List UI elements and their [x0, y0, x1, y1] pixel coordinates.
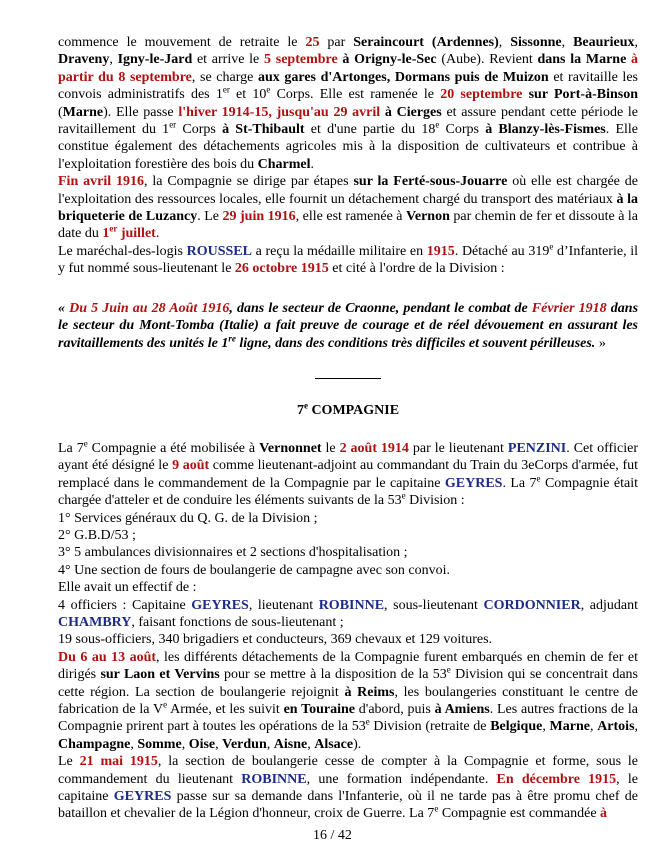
- text-run: Somme: [137, 736, 182, 752]
- text-run: et cité à l'ordre de la Division :: [328, 261, 505, 277]
- text-run: ,: [130, 736, 138, 752]
- page-number: 16 / 42: [313, 828, 352, 843]
- text-run: La 7: [58, 440, 84, 456]
- text-run: pour se mettre à la disposition de la 53: [219, 667, 447, 683]
- text-run: ,: [307, 736, 315, 752]
- text-run: Artois: [597, 719, 635, 735]
- text-run: ROBINNE: [241, 771, 307, 787]
- text-run: par: [319, 35, 354, 50]
- text-run: ).: [353, 736, 362, 752]
- text-run: 2° G.B.D/53 ;: [58, 527, 136, 543]
- superscript: er: [222, 84, 230, 95]
- document-page: [58, 34, 638, 823]
- superscript: er: [109, 223, 118, 234]
- text-run: , le capitaine: [58, 771, 638, 805]
- text-run: et d'une partie du 18: [304, 122, 436, 138]
- text-run: à la briqueterie de Luzancy: [58, 191, 638, 225]
- text-run: Compagnie a été mobilisée à: [87, 440, 260, 456]
- text-run: Du 6 au 13 août: [58, 649, 157, 665]
- section-paragraph: [58, 631, 638, 648]
- section-paragraph: [58, 579, 638, 596]
- text-run: par le lieutenant: [408, 440, 508, 456]
- text-run: 9 août: [172, 458, 210, 474]
- text-run: et assure pendant cette période le ravitaillement du 1: [58, 104, 638, 138]
- text-run: Aisne: [273, 736, 308, 752]
- text-run: . Détaché au 319: [454, 243, 550, 259]
- text-run: Compagnie était chargée d'atteler et de conduire les éléments suivants de la 53: [58, 475, 638, 509]
- text-run: 1: [102, 226, 110, 242]
- section-paragraph: [58, 510, 638, 527]
- text-run: aux gares d'Artonges, Dormans puis de Muizon: [257, 69, 549, 85]
- text-run: , se charge: [191, 69, 258, 85]
- text-run: 26 octobre 1915: [234, 261, 329, 277]
- text-run: à partir du 8 septembre: [58, 52, 639, 85]
- text-run: , adjudant: [580, 597, 638, 613]
- text-run: dans le secteur du Mont-Tomba (Italie) a fait preuve de courage et de réel dévouement en assurant les ravitaillements des unités le 1: [58, 300, 639, 351]
- text-run: , lieutenant: [248, 597, 319, 613]
- superscript: e: [401, 490, 406, 501]
- text-run: , une formation indépendante.: [306, 771, 497, 787]
- text-run: . Cet officier ayant été désigné le: [58, 440, 639, 474]
- text-run: Division (retraite de: [369, 719, 491, 735]
- text-run: et arrive le: [192, 52, 265, 68]
- text-run: 2 août 1914: [339, 440, 409, 456]
- text-run: ,: [266, 736, 274, 752]
- text-run: Belgique: [490, 719, 543, 735]
- text-run: ligne, dans des conditions très difficiles et souvent périlleuses.: [235, 335, 596, 351]
- text-run: Igny-le-Jard: [117, 52, 193, 68]
- text-run: Le maréchal-des-logis: [58, 243, 187, 259]
- text-run: Corps. Elle est ramenée le: [270, 87, 441, 103]
- section-paragraph: [58, 649, 638, 753]
- text-run: l'hiver 1914-15, jusqu'au 29 avril: [178, 104, 381, 120]
- superscript: e: [266, 84, 271, 95]
- text-run: ,: [589, 719, 598, 735]
- text-run: et 10: [229, 87, 267, 103]
- text-run: passe sur sa demande dans l'Infanterie, où il ne tarde pas à être promu chef de bataillon et chevalier de la Légion d'honneur, croix de Guerre. La 7: [58, 789, 638, 822]
- text-run: Sissonne: [510, 35, 562, 50]
- text-run: CORDONNIER: [483, 597, 581, 613]
- text-run: Alsace: [314, 736, 354, 752]
- text-run: sur la Ferté-sous-Jouarre: [353, 174, 508, 190]
- text-run: dans la Marne: [537, 52, 627, 68]
- text-run: GEYRES: [444, 475, 503, 491]
- superscript: e: [435, 119, 440, 130]
- text-run: . La 7: [502, 475, 537, 491]
- text-run: Oise: [188, 736, 216, 752]
- text-run: Février 1918: [531, 300, 607, 316]
- superscript: re: [228, 332, 236, 343]
- superscript: e: [83, 438, 88, 449]
- text-run: . Elle constitue également des détachements agricoles mis à la disposition de cultivateurs et contribue à l'exploitation forestière des bois du: [58, 122, 639, 172]
- text-run: Verdun: [222, 736, 267, 752]
- text-run: 1915: [426, 243, 455, 259]
- text-run: à St-Thibault: [222, 122, 305, 138]
- text-run: 25: [305, 35, 320, 50]
- text-run: Armée, et les suivit: [167, 702, 284, 717]
- section-paragraph: [58, 544, 638, 561]
- section-paragraph: [58, 440, 638, 510]
- section-7e-compagnie: [58, 440, 638, 823]
- text-run: ROUSSEL: [186, 243, 252, 259]
- text-run: Du 5 Juin au 28 Août 1916: [69, 300, 230, 316]
- text-run: 4° Une section de fours de boulangerie de campagne avec son convoi.: [58, 562, 451, 578]
- text-run: juillet: [117, 226, 156, 242]
- text-run: ROBINNE: [318, 597, 385, 613]
- text-run: Marne: [549, 719, 590, 735]
- text-run: CHAMBRY: [58, 614, 132, 630]
- text-run: à Reims: [344, 684, 395, 700]
- superscript: e: [549, 241, 554, 252]
- text-run: d’Infanterie, il y fut nommé sous-lieutenant le: [58, 243, 639, 277]
- text-run: , faisant fonctions de sous-lieutenant ;: [131, 614, 344, 630]
- text-run: en Touraine: [283, 702, 356, 717]
- superscript: e: [365, 716, 370, 727]
- text-run: , les différents détachements de la Compagnie furent embarqués en chemin de fer et dirigés: [58, 649, 638, 683]
- text-run: Beaurieux: [573, 35, 635, 50]
- section-paragraph: [58, 597, 638, 632]
- paragraph-ferte-sous-jouarre: [58, 173, 638, 243]
- text-run: sur Laon et Vervins: [100, 667, 220, 683]
- text-run: 3° 5 ambulances divisionnaires et 2 sections d'hospitalisation ;: [58, 545, 408, 561]
- text-run: Charmel: [257, 156, 311, 172]
- text-run: Division qui se concentrait dans cette région. La section de boulangerie rejoignit: [58, 667, 638, 700]
- text-run: 29 juin 1916: [222, 209, 296, 225]
- text-run: à Blanzy-lès-Fismes: [485, 122, 606, 138]
- superscript: e: [303, 400, 308, 411]
- text-run: Seraincourt (Ardennes): [353, 35, 499, 50]
- text-run: 20 septembre: [440, 87, 523, 103]
- text-run: Corps: [439, 122, 486, 138]
- text-run: Compagnie est commandée: [438, 806, 601, 822]
- text-run: Fin avril 1916: [58, 174, 144, 190]
- section-heading-7e-compagnie: [58, 402, 638, 419]
- section-paragraph: [58, 527, 638, 544]
- text-run: , sous-lieutenant: [384, 597, 484, 613]
- text-run: ,: [634, 719, 639, 735]
- text-run: Le: [58, 754, 80, 770]
- section-divider: [315, 378, 381, 379]
- superscript: er: [169, 119, 177, 130]
- text-run: .: [310, 156, 315, 172]
- text-run: , elle est ramenée à: [295, 209, 407, 225]
- text-run: COMPAGNIE: [307, 402, 400, 418]
- citation-quote: [58, 300, 638, 352]
- text-run: ,: [498, 35, 511, 50]
- paragraph-retreat: [58, 34, 638, 173]
- text-run: , la Compagnie se dirige par étapes: [143, 174, 354, 190]
- section-paragraph: [58, 562, 638, 579]
- text-run: . Le: [197, 209, 223, 225]
- text-run: d'abord, puis: [355, 702, 435, 717]
- text-run: GEYRES: [191, 597, 249, 613]
- superscript: e: [434, 803, 439, 814]
- text-run: 5 septembre: [264, 52, 338, 68]
- section-paragraph: [58, 753, 638, 823]
- text-run: 19 sous-officiers, 340 brigadiers et conducteurs, 369 chevaux et 129 voitures.: [58, 632, 493, 648]
- superscript: e: [163, 699, 168, 710]
- text-run: Division :: [405, 493, 465, 509]
- text-run: «: [58, 300, 70, 316]
- text-run: comme lieutenant-adjoint au commandant du Train du 3eCorps d'armée, fut remplacé dans le commandement de la Compagnie par le capitaine: [58, 458, 638, 491]
- text-run: Draveny: [58, 52, 110, 68]
- text-run: 21 mai 1915: [79, 754, 158, 770]
- text-run: Champagne: [58, 736, 131, 752]
- text-run: (Aube). Revient: [436, 52, 538, 68]
- text-run: , dans le secteur de Craonne, pendant le combat de: [229, 300, 532, 316]
- text-run: ,: [561, 35, 574, 50]
- text-run: à Amiens: [434, 702, 490, 717]
- text-run: En décembre 1915: [496, 771, 617, 787]
- text-run: par chemin de fer et dissoute à la date du: [58, 209, 639, 242]
- text-run: Corps: [176, 122, 223, 138]
- text-run: 4 officiers : Capitaine: [58, 597, 192, 613]
- text-run: sur Port-à-Binson: [522, 87, 638, 103]
- text-run: Vernonnet: [259, 440, 322, 456]
- text-run: à: [600, 806, 608, 822]
- text-run: Elle avait un effectif de :: [58, 580, 197, 596]
- superscript: e: [536, 473, 541, 484]
- text-run: ,: [215, 736, 223, 752]
- text-run: GEYRES: [113, 789, 172, 805]
- text-run: à Cierges: [380, 104, 442, 120]
- text-run: , les boulangeries constituant le centre de fabrication de la V: [58, 684, 639, 717]
- text-run: à Origny-le-Sec: [337, 52, 437, 68]
- text-run: le: [321, 440, 340, 456]
- text-run: et ravitaille les convois administratifs des 1: [58, 69, 638, 103]
- text-run: ,: [542, 719, 550, 735]
- text-run: .: [155, 226, 160, 242]
- text-run: 1° Services généraux du Q. G. de la Division ;: [58, 510, 318, 526]
- text-run: ). Elle passe: [103, 104, 179, 120]
- text-run: où elle est chargée de l'exploitation des ressources locales, elle fournit un détachement chargé du transport des matériaux: [58, 174, 638, 207]
- text-run: a reçu la médaille militaire en: [251, 243, 427, 259]
- text-run: 7: [296, 402, 304, 418]
- superscript: e: [446, 664, 451, 675]
- text-run: ,: [181, 736, 189, 752]
- text-run: ,: [634, 35, 639, 50]
- text-run: commence le mouvement de retraite le: [58, 35, 306, 50]
- text-run: Vernon: [406, 209, 450, 225]
- text-run: , la section de boulangerie cesse de compter à la Compagnie et forme, sous le commandement du lieutenant: [58, 754, 638, 787]
- text-run: PENZINI: [507, 440, 567, 456]
- text-run: Marne: [62, 104, 104, 120]
- text-run: (: [58, 104, 63, 120]
- text-run: »: [595, 335, 606, 351]
- paragraph-roussel: [58, 243, 638, 278]
- text-run: ,: [109, 52, 118, 68]
- text-run: . Les autres fractions de la Compagnie prirent part à toutes les opérations de la 53: [58, 702, 638, 735]
